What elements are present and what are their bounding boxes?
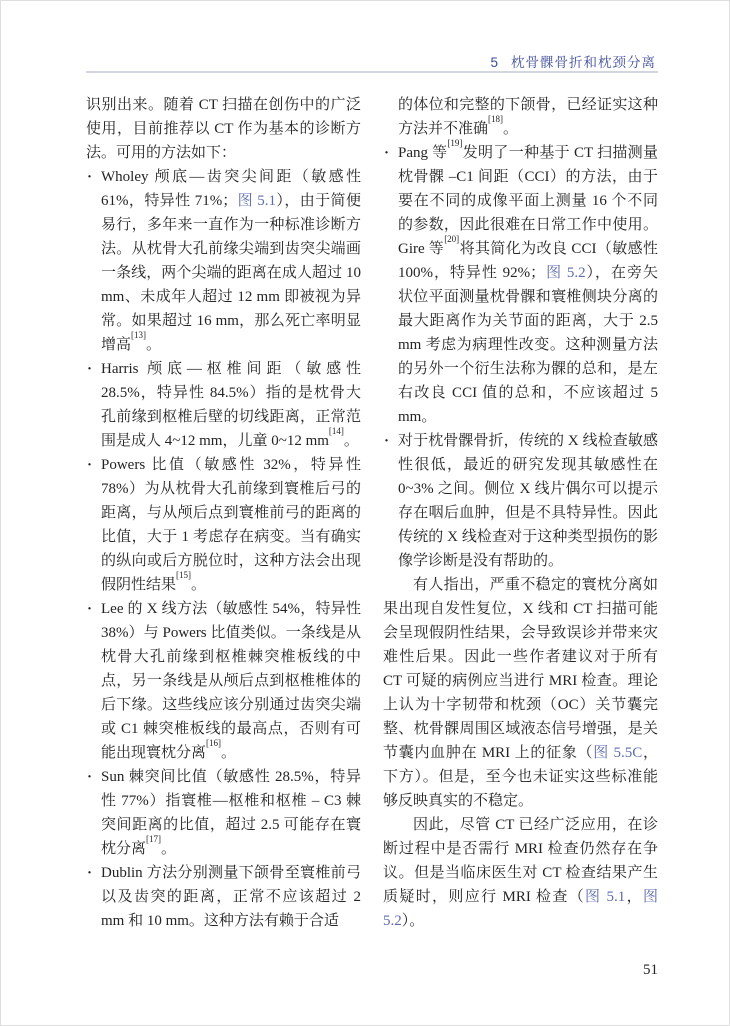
text-run: 因此，尽管 CT 已经广泛应用，在诊断过程中是否需行 MRI 检查仍然存在争议。但是当临床医生对 CT 检查结果产生质疑时，则应行 MRI 检查（ bbox=[383, 817, 658, 905]
reference-marker[interactable]: [13] bbox=[131, 330, 147, 340]
chapter-title: 枕骨髁骨折和枕颈分离 bbox=[511, 55, 656, 70]
bullet-marker: · bbox=[87, 169, 93, 185]
reference-marker[interactable]: [15] bbox=[176, 570, 192, 580]
paragraph bbox=[383, 573, 658, 813]
text-run: 有人指出，严重不稳定的寰枕分离如果出现自发性复位，X 线和 CT 扫描可能会呈现假阴性结果，会导致误诊并带来灾难性后果。因此一些作者建议对于所有 CT 可疑的病例应当进行 MRI 检查。理论上认为十字韧带和枕颈（OC）关节囊完整、枕骨髁周围区域液态信号增强，是关节囊内血肿在 MRI 上的征象（ bbox=[383, 577, 658, 761]
header-rule bbox=[86, 71, 658, 73]
reference-marker[interactable]: [20] bbox=[444, 234, 460, 244]
bullet-marker: · bbox=[384, 433, 390, 449]
text-run: Harris 颅底—枢椎间距（敏感性 28.5%，特异性 84.5%）指的是枕骨大孔前缘到枢椎后壁的切线距离，正常范围是成人 4~12 mm，儿童 0~12 mm bbox=[101, 361, 361, 449]
text-run: 将其简化为改良 CCI（敏感性 100%，特异性 92%； bbox=[398, 241, 658, 281]
bullet-marker: · bbox=[87, 601, 93, 617]
bullet-item bbox=[383, 138, 658, 429]
right-column bbox=[383, 93, 658, 933]
bullet-marker: · bbox=[87, 865, 93, 881]
reference-marker[interactable]: [18] bbox=[488, 114, 504, 124]
bullet-item bbox=[86, 165, 361, 357]
paragraph bbox=[383, 93, 658, 141]
left-column bbox=[86, 93, 361, 933]
text-run: 。 bbox=[221, 745, 237, 761]
text-run: 。 bbox=[343, 433, 359, 449]
reference-marker[interactable]: [14] bbox=[328, 426, 344, 436]
figure-link[interactable]: 图 5.5C bbox=[593, 745, 643, 761]
bullet-marker: · bbox=[87, 361, 93, 377]
text-run: Wholey 颅底—齿突尖间距（敏感性 61%，特异性 71%； bbox=[101, 169, 361, 209]
page-number: 51 bbox=[643, 962, 658, 978]
figure-link[interactable]: 图 5.2 bbox=[545, 265, 586, 281]
text-run: 。 bbox=[146, 337, 162, 353]
figure-link[interactable]: 图 5.1 bbox=[237, 193, 276, 209]
text-run: ）。 bbox=[401, 913, 425, 929]
paragraph bbox=[383, 813, 658, 933]
chapter-number: 5 bbox=[490, 55, 499, 70]
figure-link[interactable]: 图 5.2 bbox=[383, 889, 658, 929]
reference-marker[interactable]: [16] bbox=[206, 738, 222, 748]
text-run: 发明了一种基于 CT 扫描测量枕骨髁 –C1 间距（CCI）的方法，由于要在不同的成像平面上测量 16 个不同的参数，因此很难在日常工作中使用。Gire 等 bbox=[398, 145, 658, 257]
figure-link[interactable]: 图 5.1 bbox=[585, 889, 626, 905]
text-run: Sun 棘突间比值（敏感性 28.5%，特异性 77%）指寰椎—枢椎和枢椎 – C3 棘突间距离的比值，超过 2.5 可能存在寰枕分离 bbox=[101, 769, 361, 857]
text-run: Powers 比值（敏感性 32%，特异性 78%）为从枕骨大孔前缘到寰椎后弓的距离，与从颅后点到寰椎前弓的距离的比值，大于 1 考虑存在病变。当有确实的纵向或后方脱位时，这种方法会出现假阴性结果 bbox=[101, 457, 361, 593]
bullet-item bbox=[86, 357, 361, 453]
bullet-marker: · bbox=[87, 769, 93, 785]
text-run: 。 bbox=[191, 577, 207, 593]
bullet-marker: · bbox=[87, 457, 93, 473]
bullet-item bbox=[86, 861, 361, 933]
bullet-item bbox=[86, 597, 361, 765]
text-run: Pang 等 bbox=[398, 145, 448, 161]
text-run: 。 bbox=[503, 121, 519, 137]
text-run: ，下方）。但是，至今也未证实这些标准能够反映真实的不稳定。 bbox=[383, 745, 658, 809]
bullet-marker: · bbox=[384, 145, 390, 161]
bullet-item bbox=[383, 429, 658, 573]
text-run: Lee 的 X 线方法（敏感性 54%，特异性 38%）与 Powers 比值类似。一条线是从枕骨大孔前缘到枢椎棘突椎板线的中点，另一条线是从颅后点到枢椎椎体的后下缘。这些线应该分别通过齿突尖端或 C1 棘突椎板线的最高点，否则有可能出现寰枕分离 bbox=[101, 601, 361, 761]
text-run: ），在旁矢状位平面测量枕骨髁和寰椎侧块分离的最大距离作为关节面的距离，大于 2.5 mm 考虑为病理性改变。这种测量方法的另外一个衍生法称为髁的总和，是左右改良 CCI 值的总和，不应该超过 5 mm。 bbox=[398, 265, 658, 425]
reference-marker[interactable]: [19] bbox=[447, 138, 463, 148]
text-run: ），由于简便易行，多年来一直作为一种标准诊断方法。从枕骨大孔前缘尖端到齿突尖端画一条线，两个尖端的距离在成人超过 10 mm、未成年人超过 12 mm 即被视为异常。如果超过 16 mm，那么死亡率明显增高 bbox=[101, 193, 361, 353]
text-run: Dublin 方法分别测量下颌骨至寰椎前弓以及齿突的距离，正常不应该超过 2 mm 和 10 mm。这种方法有赖于合适 bbox=[101, 865, 361, 929]
text-run: 识别出来。随着 CT 扫描在创伤中的广泛使用，目前推荐以 CT 作为基本的诊断方法。可用的方法如下： bbox=[86, 97, 361, 161]
bullet-item bbox=[86, 453, 361, 597]
text-run: 的体位和完整的下颌骨，已经证实这种方法并不准确 bbox=[398, 97, 658, 137]
bullet-item bbox=[86, 765, 361, 861]
text-run: 。 bbox=[161, 841, 177, 857]
text-run: ， bbox=[625, 889, 643, 905]
text-run: 对于枕骨髁骨折，传统的 X 线检查敏感性很低，最近的研究发现其敏感性在 0~3% 之间。侧位 X 线片偶尔可以提示存在咽后血肿，但是不具特异性。因此传统的 X 线检查对于这种类型损伤的影像学诊断是没有帮助的。 bbox=[398, 433, 658, 569]
running-header bbox=[490, 51, 656, 71]
reference-marker[interactable]: [17] bbox=[146, 834, 162, 844]
paragraph bbox=[86, 93, 361, 165]
